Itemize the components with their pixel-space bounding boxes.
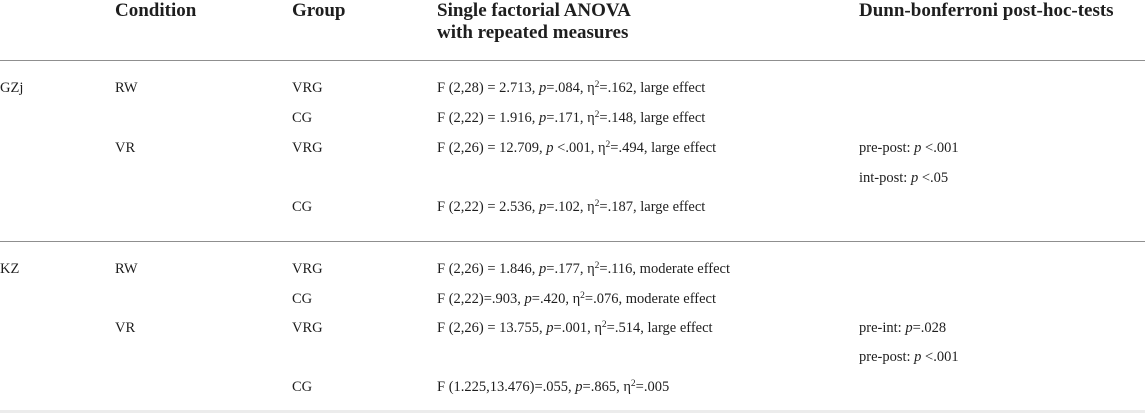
group-cell: VRG: [292, 140, 323, 156]
header-divider: [0, 60, 1145, 61]
condition-cell: RW: [115, 261, 138, 277]
anova-cell: F (2,22)=.903, p=.420, $\eta^2=.076$, moderate effect: [437, 291, 717, 307]
posthoc-cell: pre-post: p <.001: [859, 140, 959, 156]
header-anova-line2: with repeated measures: [437, 22, 629, 43]
posthoc-cell: pre-int: p=.028: [859, 320, 947, 336]
group-cell: CG: [292, 291, 313, 307]
anova-cell: F (1.225,13.476)=.055, p=.865, $\eta^2=.005$: [437, 379, 670, 395]
group-cell: VRG: [292, 261, 323, 277]
anova-cell: F (2,26) = 1.846, p=.177, $\eta^2=.116$, moderate effect: [437, 261, 730, 277]
anova-cell: F (2,28) = 2.713, p=.084, $\eta^2=.162$, large effect: [437, 80, 706, 96]
condition-cell: RW: [115, 80, 138, 96]
anova-cell: F (2,26) = 13.755, p=.001, $\eta^2=.514$, large effect: [437, 320, 713, 336]
posthoc-cell: int-post: p <.05: [859, 170, 949, 186]
group-cell: VRG: [292, 320, 323, 336]
group-cell: VRG: [292, 80, 323, 96]
anova-cell: F (2,22) = 2.536, p=.102, $\eta^2=.187$, large effect: [437, 199, 706, 215]
measure-label: GZj: [0, 80, 24, 96]
group-cell: CG: [292, 199, 313, 215]
header-anova-line1: Single factorial ANOVA: [437, 0, 631, 21]
group-cell: CG: [292, 110, 313, 126]
anova-cell: F (2,22) = 1.916, p=.171, $\eta^2=.148$, large effect: [437, 110, 706, 126]
header-group: Group: [292, 0, 346, 21]
posthoc-cell: pre-post: p <.001: [859, 349, 959, 365]
header-condition: Condition: [115, 0, 197, 21]
group-cell: CG: [292, 379, 313, 395]
condition-cell: VR: [115, 140, 136, 156]
anova-cell: F (2,26) = 12.709, p <.001, $\eta^2=.494$, large effect: [437, 140, 717, 156]
condition-cell: VR: [115, 320, 136, 336]
header-anova: [437, 0, 631, 44]
section-divider: [0, 241, 1145, 242]
measure-label: KZ: [0, 261, 20, 277]
header-posthoc: Dunn-bonferroni post-hoc-tests: [859, 0, 1114, 21]
